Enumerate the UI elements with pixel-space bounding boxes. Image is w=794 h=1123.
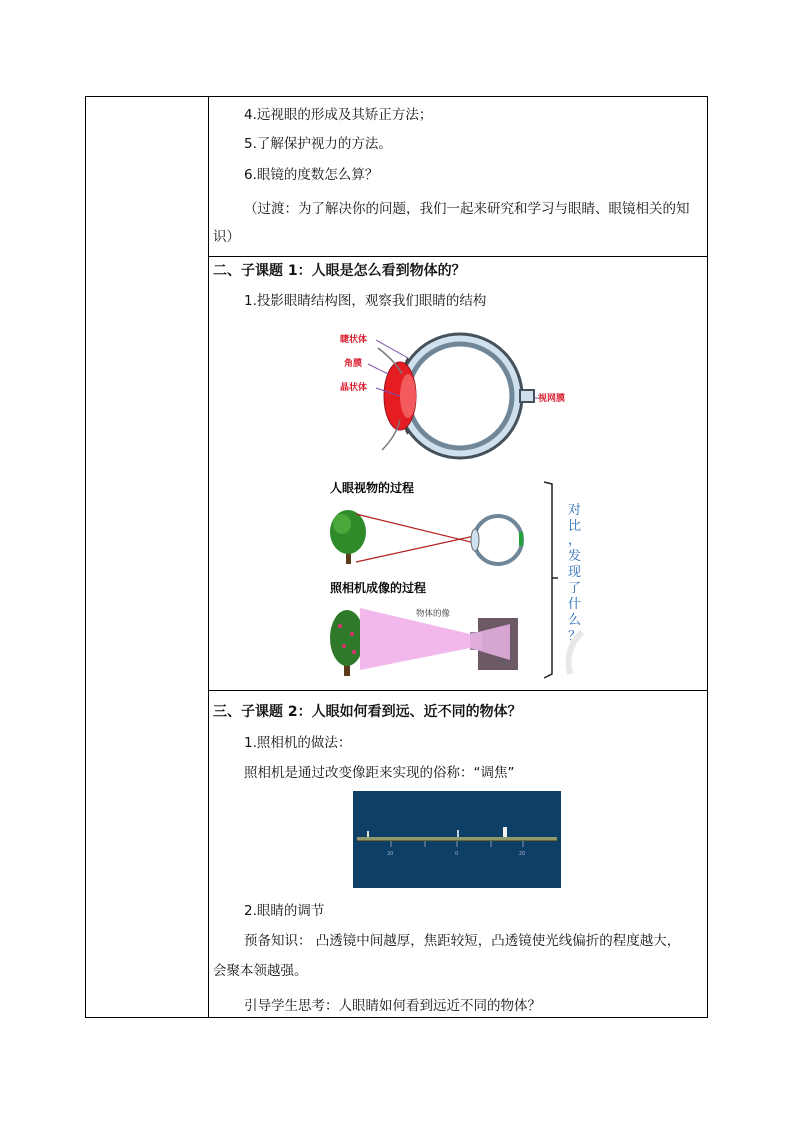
eye-adjustment: 2.眼睛的调节 xyxy=(244,903,325,919)
compare-question xyxy=(568,502,581,644)
svg-text:20: 20 xyxy=(519,851,526,857)
camera-method: 1.照相机的做法： xyxy=(244,735,352,751)
prior-knowledge-cont: 会聚本领越强。 xyxy=(213,963,308,979)
svg-text:0: 0 xyxy=(455,851,459,857)
eye-process-title: 人眼视物的过程 xyxy=(330,481,415,495)
section-heading-3: 三、子课题 2：人眼如何看到远、近不同的物体？ xyxy=(213,704,522,720)
svg-text:么: 么 xyxy=(568,613,582,628)
column-divider xyxy=(208,97,209,1017)
label-retina: 视网膜 xyxy=(538,394,566,404)
svg-text:发: 发 xyxy=(568,549,582,564)
tree-icon xyxy=(330,510,366,564)
label-ciliary-body: 睫状体 xyxy=(340,335,368,345)
transition-text-cont: 识） xyxy=(213,229,240,245)
objective-5: 5.了解保护视力的方法。 xyxy=(244,136,392,152)
image-label: 物体的像 xyxy=(416,609,451,619)
svg-text:什: 什 xyxy=(568,597,582,612)
step-project-eye: 1.投影眼睛结构图，观察我们眼睛的结构 xyxy=(244,293,487,309)
transition-text: （过渡：为了解决你的问题，我们一起来研究和学习与眼睛、眼镜相关的知 xyxy=(244,201,690,217)
svg-text:现: 现 xyxy=(568,565,582,580)
eye-camera-comparison-figure xyxy=(320,474,610,684)
eye-ray-diagram xyxy=(356,514,523,564)
prior-knowledge: 预备知识： 凸透镜中间越厚，焦距较短，凸透镜使光线偏折的程度越大， xyxy=(244,933,681,949)
svg-text:，: ， xyxy=(568,533,582,548)
eye-structure-figure xyxy=(338,318,578,468)
camera-focus-text: 照相机是通过改变像距来实现的俗称：“调焦” xyxy=(244,765,515,781)
svg-text:20: 20 xyxy=(387,851,394,857)
section-heading-2: 二、子课题 1：人眼是怎么看到物体的？ xyxy=(213,263,466,279)
objective-6: 6.眼镜的度数怎么算？ xyxy=(244,167,379,183)
row-divider xyxy=(209,256,707,257)
svg-text:比: 比 xyxy=(568,519,582,534)
svg-text:对: 对 xyxy=(568,503,582,518)
objective-4: 4.远视眼的形成及其矫正方法； xyxy=(244,107,433,123)
guiding-question: 引导学生思考：人眼睛如何看到远近不同的物体？ xyxy=(244,998,541,1014)
svg-text:？: ？ xyxy=(568,629,582,644)
eyeball-illustration xyxy=(378,334,534,458)
optics-bench-figure xyxy=(353,791,561,888)
flower-tree-icon xyxy=(330,610,364,676)
label-cornea: 角膜 xyxy=(344,359,363,369)
label-lens: 晶状体 xyxy=(340,383,368,393)
camera-process-title: 照相机成像的过程 xyxy=(330,581,427,595)
svg-text:了: 了 xyxy=(568,581,582,596)
row-divider xyxy=(209,690,707,691)
